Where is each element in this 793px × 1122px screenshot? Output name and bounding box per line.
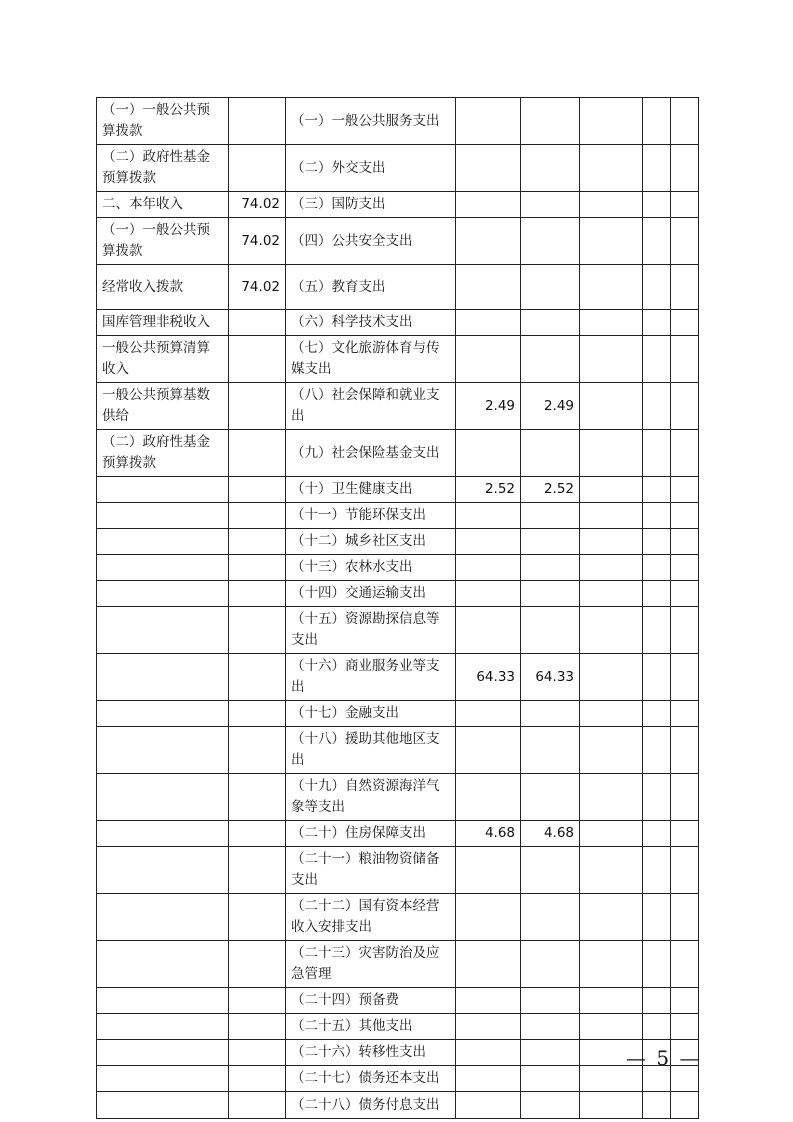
government-fund-cell [580,1014,643,1040]
general-public-budget-cell: 64.33 [521,654,580,701]
income-amount-cell [229,503,286,529]
expense-total-cell [456,988,521,1014]
income-item-cell: （二）政府性基金预算拨款 [97,430,229,477]
general-public-budget-cell [521,988,580,1014]
extra-col-2-cell [671,821,699,847]
extra-col-2-cell [671,847,699,894]
income-amount-cell [229,654,286,701]
extra-col-1-cell [643,1014,671,1040]
income-amount-cell [229,1066,286,1092]
extra-col-2-cell [671,701,699,727]
expense-total-cell [456,98,521,145]
income-item-cell [97,607,229,654]
extra-col-1-cell [643,941,671,988]
expense-item-cell: （八）社会保障和就业支出 [286,383,456,430]
expense-total-cell [456,774,521,821]
general-public-budget-cell [521,529,580,555]
income-amount-cell [229,727,286,774]
expense-item-cell: （三）国防支出 [286,192,456,218]
table-row [97,1066,699,1092]
government-fund-cell [580,581,643,607]
extra-col-2-cell [671,581,699,607]
extra-col-2-cell [671,774,699,821]
income-amount-cell [229,1014,286,1040]
general-public-budget-cell [521,941,580,988]
table-row [97,1092,699,1119]
expense-total-cell [456,1092,521,1119]
income-amount-cell [229,477,286,503]
government-fund-cell [580,503,643,529]
general-public-budget-cell [521,218,580,265]
table-row [97,310,699,336]
income-item-cell: （二）政府性基金预算拨款 [97,145,229,192]
expense-item-cell: （十七）金融支出 [286,701,456,727]
expense-total-cell [456,1014,521,1040]
government-fund-cell [580,941,643,988]
expense-total-cell [456,503,521,529]
expense-total-cell [456,894,521,941]
extra-col-2-cell [671,430,699,477]
income-item-cell: 经常收入拨款 [97,265,229,310]
extra-col-1-cell [643,1092,671,1119]
government-fund-cell [580,336,643,383]
general-public-budget-cell [521,336,580,383]
expense-item-cell: （二十二）国有资本经营收入安排支出 [286,894,456,941]
income-amount-cell [229,555,286,581]
extra-col-1-cell [643,701,671,727]
general-public-budget-cell: 2.52 [521,477,580,503]
government-fund-cell [580,1092,643,1119]
table-row [97,98,699,145]
government-fund-cell [580,821,643,847]
general-public-budget-cell [521,1040,580,1066]
extra-col-1-cell [643,503,671,529]
table-row [97,192,699,218]
table-row [97,701,699,727]
table-row [97,581,699,607]
income-amount-cell [229,1040,286,1066]
table-row [97,988,699,1014]
expense-item-cell: （十九）自然资源海洋气象等支出 [286,774,456,821]
extra-col-2-cell [671,145,699,192]
expense-item-cell: （十）卫生健康支出 [286,477,456,503]
extra-col-2-cell [671,941,699,988]
expense-item-cell: （九）社会保险基金支出 [286,430,456,477]
income-amount-cell [229,941,286,988]
government-fund-cell [580,265,643,310]
table-row [97,218,699,265]
extra-col-2-cell [671,1014,699,1040]
income-item-cell [97,727,229,774]
income-item-cell [97,941,229,988]
expense-total-cell [456,192,521,218]
income-amount-cell [229,894,286,941]
extra-col-1-cell [643,654,671,701]
income-item-cell: 国库管理非税收入 [97,310,229,336]
government-fund-cell [580,555,643,581]
extra-col-1-cell [643,98,671,145]
government-fund-cell [580,477,643,503]
expense-total-cell [456,555,521,581]
income-item-cell [97,477,229,503]
expense-item-cell: （十三）农林水支出 [286,555,456,581]
expense-total-cell [456,218,521,265]
extra-col-1-cell [643,774,671,821]
extra-col-1-cell [643,310,671,336]
income-amount-cell: 74.02 [229,218,286,265]
income-item-cell [97,847,229,894]
table-row [97,941,699,988]
expense-total-cell [456,727,521,774]
extra-col-2-cell [671,727,699,774]
extra-col-1-cell [643,477,671,503]
government-fund-cell [580,430,643,477]
extra-col-1-cell [643,529,671,555]
expense-item-cell: （七）文化旅游体育与传媒支出 [286,336,456,383]
government-fund-cell [580,529,643,555]
table-row [97,607,699,654]
government-fund-cell [580,192,643,218]
extra-col-2-cell [671,310,699,336]
income-amount-cell [229,988,286,1014]
expense-item-cell: （十八）援助其他地区支出 [286,727,456,774]
general-public-budget-cell: 4.68 [521,821,580,847]
extra-col-1-cell [643,555,671,581]
general-public-budget-cell [521,503,580,529]
government-fund-cell [580,310,643,336]
expense-total-cell: 2.49 [456,383,521,430]
income-item-cell [97,581,229,607]
extra-col-2-cell [671,607,699,654]
income-item-cell [97,821,229,847]
income-amount-cell [229,774,286,821]
table-row [97,265,699,310]
general-public-budget-cell [521,555,580,581]
page-number: — 5 — [626,1046,702,1070]
income-item-cell [97,555,229,581]
expense-item-cell: （二十三）灾害防治及应急管理 [286,941,456,988]
income-amount-cell [229,607,286,654]
expense-item-cell: （二十六）转移性支出 [286,1040,456,1066]
expense-total-cell [456,701,521,727]
budget-table-body [97,98,702,1119]
expense-total-cell: 4.68 [456,821,521,847]
general-public-budget-cell: 2.49 [521,383,580,430]
general-public-budget-cell [521,1066,580,1092]
extra-col-2-cell [671,988,699,1014]
income-item-cell [97,1092,229,1119]
expense-item-cell: （二十）住房保障支出 [286,821,456,847]
extra-col-1-cell [643,581,671,607]
general-public-budget-cell [521,430,580,477]
general-public-budget-cell [521,1092,580,1119]
government-fund-cell [580,774,643,821]
extra-col-2-cell [671,1092,699,1119]
expense-item-cell: （十六）商业服务业等支出 [286,654,456,701]
table-row [97,774,699,821]
table-row [97,145,699,192]
government-fund-cell [580,701,643,727]
government-fund-cell [580,145,643,192]
extra-col-1-cell [643,192,671,218]
income-item-cell [97,1066,229,1092]
government-fund-cell [580,383,643,430]
government-fund-cell [580,894,643,941]
general-public-budget-cell [521,607,580,654]
expense-total-cell [456,847,521,894]
expense-item-cell: （六）科学技术支出 [286,310,456,336]
income-item-cell: （一）一般公共预算拨款 [97,218,229,265]
income-amount-cell: 74.02 [229,192,286,218]
expense-item-cell: （二十五）其他支出 [286,1014,456,1040]
income-amount-cell [229,847,286,894]
extra-col-1-cell [643,218,671,265]
income-item-cell: （一）一般公共预算拨款 [97,98,229,145]
expense-item-cell: （十一）节能环保支出 [286,503,456,529]
table-row [97,336,699,383]
income-amount-cell [229,821,286,847]
table-row [97,430,699,477]
government-fund-cell [580,654,643,701]
extra-col-1-cell [643,988,671,1014]
income-item-cell [97,894,229,941]
income-amount-cell [229,145,286,192]
table-row [97,1014,699,1040]
extra-col-2-cell [671,336,699,383]
general-public-budget-cell [521,1014,580,1040]
expense-total-cell [456,1040,521,1066]
expense-item-cell: （二）外交支出 [286,145,456,192]
extra-col-1-cell [643,145,671,192]
extra-col-2-cell [671,265,699,310]
extra-col-1-cell [643,847,671,894]
expense-total-cell [456,310,521,336]
expense-item-cell: （十二）城乡社区支出 [286,529,456,555]
expense-total-cell [456,1066,521,1092]
extra-col-2-cell [671,218,699,265]
expense-total-cell [456,145,521,192]
government-fund-cell [580,607,643,654]
extra-col-1-cell [643,821,671,847]
expense-total-cell [456,265,521,310]
expense-item-cell: （二十八）债务付息支出 [286,1092,456,1119]
income-amount-cell [229,581,286,607]
government-fund-cell [580,988,643,1014]
general-public-budget-cell [521,847,580,894]
income-amount-cell [229,98,286,145]
extra-col-2-cell [671,383,699,430]
general-public-budget-cell [521,894,580,941]
table-row [97,894,699,941]
table-row [97,503,699,529]
extra-col-2-cell [671,894,699,941]
table-row [97,383,699,430]
income-item-cell: 一般公共预算清算收入 [97,336,229,383]
income-amount-cell [229,383,286,430]
income-item-cell [97,529,229,555]
income-item-cell [97,774,229,821]
table-row [97,847,699,894]
budget-table [96,97,702,1119]
table-row [97,555,699,581]
general-public-budget-cell [521,192,580,218]
extra-col-2-cell [671,503,699,529]
extra-col-1-cell [643,607,671,654]
income-item-cell [97,701,229,727]
income-amount-cell: 74.02 [229,265,286,310]
expense-item-cell: （十四）交通运输支出 [286,581,456,607]
table-row [97,1040,699,1066]
general-public-budget-cell [521,265,580,310]
table-row [97,529,699,555]
expense-item-cell: （五）教育支出 [286,265,456,310]
government-fund-cell [580,727,643,774]
extra-col-1-cell [643,383,671,430]
income-item-cell [97,1040,229,1066]
income-item-cell [97,503,229,529]
income-amount-cell [229,701,286,727]
expense-item-cell: （二十一）粮油物资储备支出 [286,847,456,894]
government-fund-cell [580,98,643,145]
expense-total-cell: 64.33 [456,654,521,701]
income-amount-cell [229,310,286,336]
extra-col-1-cell [643,430,671,477]
extra-col-2-cell [671,529,699,555]
expense-total-cell [456,336,521,383]
general-public-budget-cell [521,727,580,774]
expense-total-cell: 2.52 [456,477,521,503]
income-amount-cell [229,529,286,555]
income-amount-cell [229,336,286,383]
income-amount-cell [229,1092,286,1119]
expense-item-cell: （二十四）预备费 [286,988,456,1014]
government-fund-cell [580,218,643,265]
table-row [97,727,699,774]
extra-col-1-cell [643,727,671,774]
table-row [97,477,699,503]
expense-total-cell [456,941,521,988]
table-row [97,654,699,701]
government-fund-cell [580,847,643,894]
extra-col-2-cell [671,477,699,503]
income-item-cell: 二、本年收入 [97,192,229,218]
extra-col-1-cell [643,265,671,310]
extra-col-2-cell [671,555,699,581]
income-item-cell [97,654,229,701]
table-row [97,821,699,847]
extra-col-1-cell [643,894,671,941]
extra-col-2-cell [671,192,699,218]
expense-total-cell [456,581,521,607]
expense-item-cell: （四）公共安全支出 [286,218,456,265]
general-public-budget-cell [521,98,580,145]
income-item-cell: 一般公共预算基数供给 [97,383,229,430]
extra-col-2-cell [671,98,699,145]
general-public-budget-cell [521,774,580,821]
general-public-budget-cell [521,701,580,727]
income-amount-cell [229,430,286,477]
expense-item-cell: （二十七）债务还本支出 [286,1066,456,1092]
extra-col-1-cell [643,336,671,383]
general-public-budget-cell [521,310,580,336]
income-item-cell [97,988,229,1014]
expense-total-cell [456,607,521,654]
expense-total-cell [456,529,521,555]
expense-item-cell: （一）一般公共服务支出 [286,98,456,145]
extra-col-2-cell [671,654,699,701]
expense-total-cell [456,430,521,477]
expense-item-cell: （十五）资源勘探信息等支出 [286,607,456,654]
income-item-cell [97,1014,229,1040]
general-public-budget-cell [521,581,580,607]
general-public-budget-cell [521,145,580,192]
